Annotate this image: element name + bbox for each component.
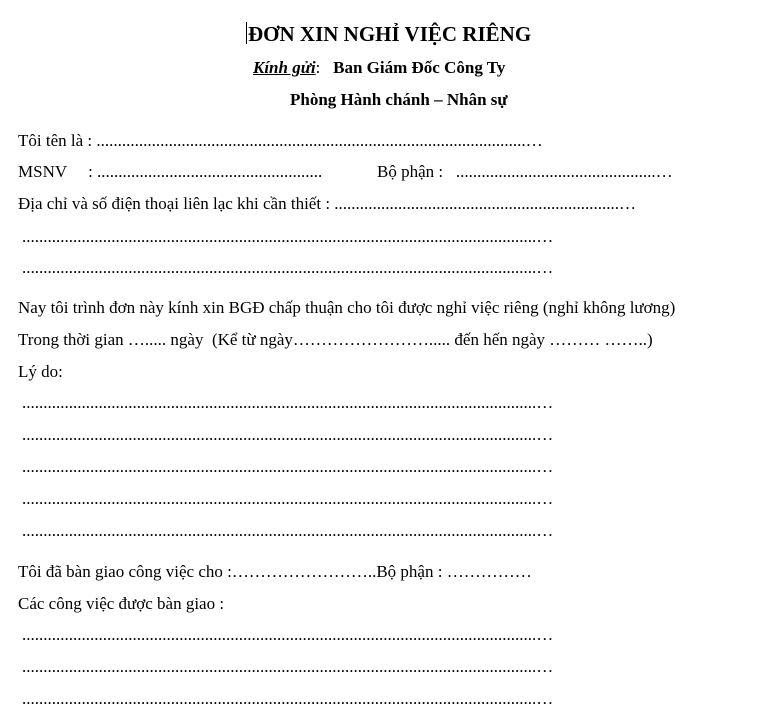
text-cursor <box>246 22 247 44</box>
request-statement: Nay tôi trình đơn này kính xin BGĐ chấp thuận cho tôi được nghỉ việc riêng (nghỉ không lương) <box>18 298 676 317</box>
reason-line: .........................................................................................................................… <box>22 489 554 508</box>
address-line-3: .........................................................................................................................… <box>22 258 554 277</box>
reason-label: Lý do: <box>18 362 63 381</box>
recipient-line-1 <box>253 58 505 78</box>
task-line: .........................................................................................................................… <box>22 657 554 676</box>
handover-tasks-label: Các công việc được bàn giao : <box>18 594 225 613</box>
handover-to-line: Tôi đã bàn giao công việc cho :……………………..Bộ phận : …………… <box>18 562 532 581</box>
task-line: .........................................................................................................................… <box>22 689 554 708</box>
recipient-board: Ban Giám Đốc Công Ty <box>333 58 506 77</box>
document-title: ĐƠN XIN NGHỈ VIỆC RIÊNG <box>248 22 532 46</box>
recipient-department: Phòng Hành chánh – Nhân sự <box>290 90 508 109</box>
reason-line: .........................................................................................................................… <box>22 425 554 444</box>
department-field: Bộ phận : ...............................................… <box>377 162 673 181</box>
task-line: .........................................................................................................................… <box>22 625 554 644</box>
document-title-line <box>246 22 531 44</box>
recipient-colon: : <box>315 58 321 77</box>
address-phone-field: Địa chỉ và số điện thoại liên lạc khi cần thiết : ...................................................................… <box>18 194 637 213</box>
reason-line: .........................................................................................................................… <box>22 457 554 476</box>
recipient-label: Kính gửi <box>253 58 316 77</box>
reason-line: .........................................................................................................................… <box>22 393 554 412</box>
reason-line: .........................................................................................................................… <box>22 521 554 540</box>
name-field: Tôi tên là : .....................................................................................................… <box>18 131 543 150</box>
address-line-2: .........................................................................................................................… <box>22 227 554 246</box>
msnv-field: MSNV : ..................................................... <box>18 162 323 181</box>
duration-line: Trong thời gian …..... ngày (Kể từ ngày……………………..... đến hến ngày ……… ……..) <box>18 330 653 349</box>
